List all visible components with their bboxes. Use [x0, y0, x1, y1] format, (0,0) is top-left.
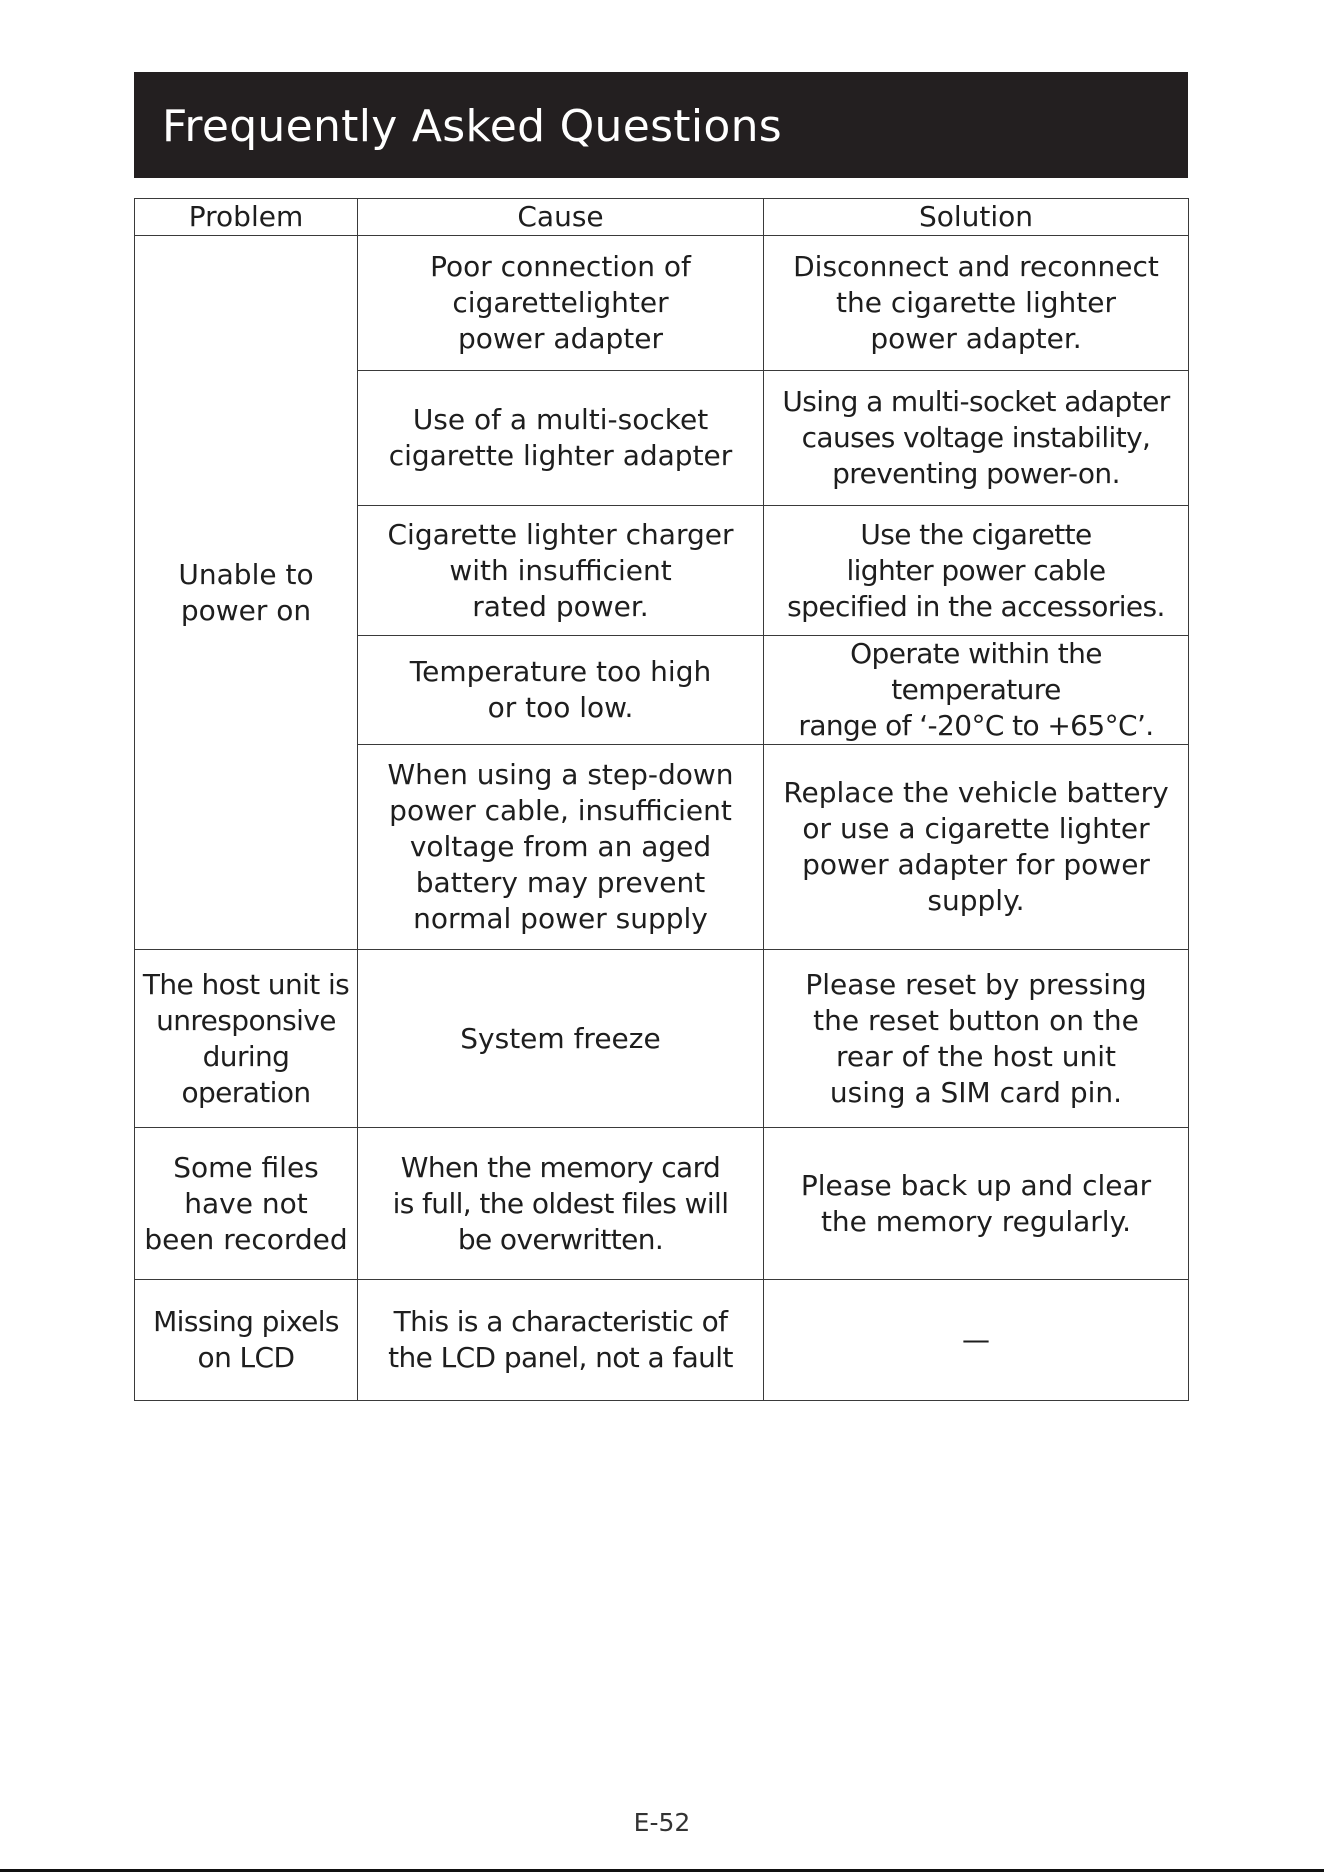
- column-header-solution: Solution: [764, 199, 1189, 236]
- cause-cell: This is a characteristic of the LCD panel, not a fault: [358, 1280, 764, 1401]
- solution-cell-dash: —: [764, 1280, 1189, 1401]
- table-row: [135, 1128, 1189, 1280]
- faq-table: [134, 198, 1189, 1401]
- problem-cell-unable-to-power-on: Unable to power on: [135, 236, 358, 950]
- cause-cell: When the memory card is full, the oldest files will be overwritten.: [358, 1128, 764, 1280]
- solution-cell: Replace the vehicle battery or use a cigarette lighter power adapter for power supply.: [764, 745, 1189, 950]
- table-row: [135, 1280, 1189, 1401]
- solution-cell: Please back up and clear the memory regularly.: [764, 1128, 1189, 1280]
- cause-cell: When using a step-down power cable, insufficient voltage from an aged battery may prevent normal power supply: [358, 745, 764, 950]
- cause-cell: Poor connection of cigarettelighter power adapter: [358, 236, 764, 371]
- page-number: E-52: [633, 1808, 691, 1837]
- solution-cell: Using a multi-socket adapter causes voltage instability, preventing power-on.: [764, 371, 1189, 506]
- page-title: Frequently Asked Questions: [162, 100, 783, 152]
- column-header-cause: Cause: [358, 199, 764, 236]
- problem-cell-missing-pixels: Missing pixels on LCD: [135, 1280, 358, 1401]
- cause-cell: Use of a multi-socket cigarette lighter adapter: [358, 371, 764, 506]
- column-header-problem: Problem: [135, 199, 358, 236]
- cause-cell: Temperature too high or too low.: [358, 636, 764, 745]
- cause-cell: System freeze: [358, 950, 764, 1128]
- faq-header-bar: [134, 72, 1188, 178]
- table-row: [135, 236, 1189, 371]
- cause-cell: Cigarette lighter charger with insufficient rated power.: [358, 506, 764, 636]
- table-header-row: [135, 199, 1189, 236]
- problem-cell-host-unresponsive: The host unit is unresponsive during operation: [135, 950, 358, 1128]
- table-row: [135, 950, 1189, 1128]
- solution-cell: Disconnect and reconnect the cigarette lighter power adapter.: [764, 236, 1189, 371]
- solution-cell: Operate within the temperature range of ‘-20°C to +65°C’.: [764, 636, 1189, 745]
- solution-cell: Use the cigarette lighter power cable specified in the accessories.: [764, 506, 1189, 636]
- problem-cell-files-not-recorded: Some files have not been recorded: [135, 1128, 358, 1280]
- solution-cell: Please reset by pressing the reset button on the rear of the host unit using a SIM card pin.: [764, 950, 1189, 1128]
